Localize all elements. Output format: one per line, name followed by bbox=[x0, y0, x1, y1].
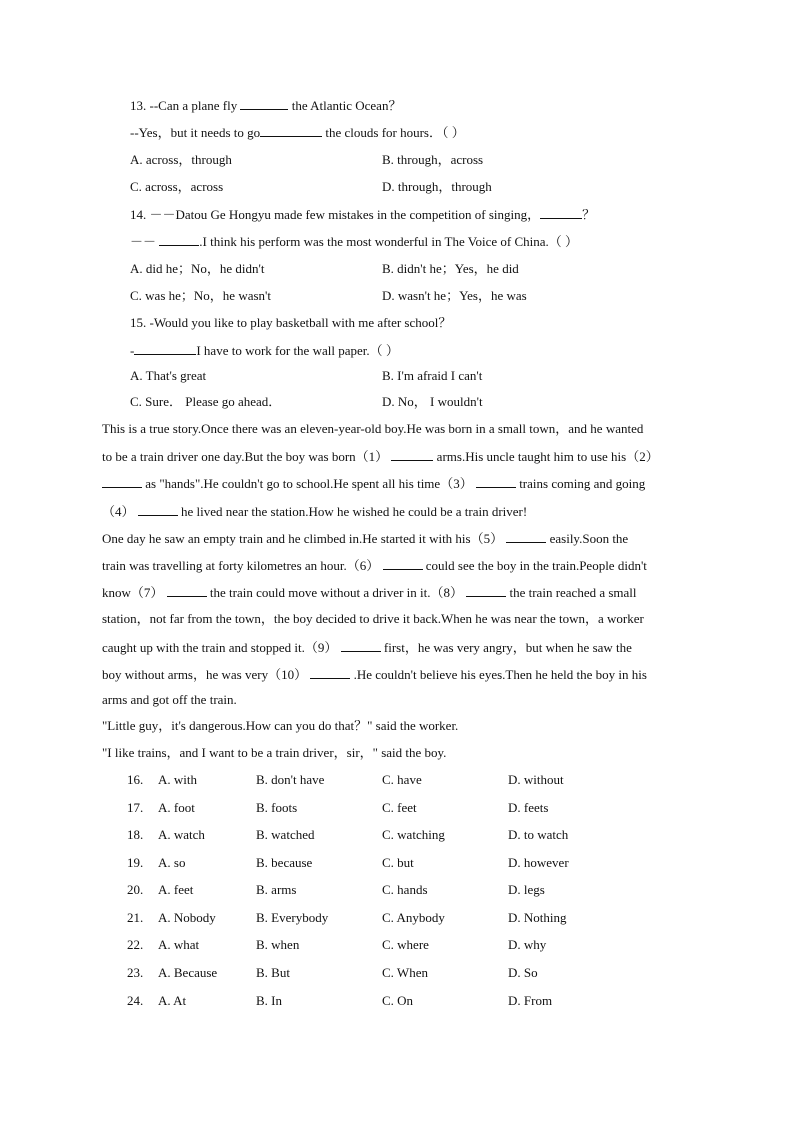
passage-text: easily.Soon the bbox=[546, 531, 629, 546]
choice-option-d[interactable]: D. legs bbox=[508, 882, 545, 897]
reply-text: －－ bbox=[130, 234, 160, 249]
choice-number: 19. bbox=[127, 855, 144, 870]
answer-blank[interactable] bbox=[540, 206, 582, 219]
answer-blank-9[interactable] bbox=[341, 639, 381, 652]
option-15-d[interactable]: D. No， I wouldn't bbox=[382, 394, 483, 409]
choice-option-b[interactable]: B. In bbox=[256, 993, 282, 1008]
answer-blank-5[interactable] bbox=[506, 530, 546, 543]
passage-line: arms and got off the train. bbox=[102, 692, 237, 707]
choice-number: 22. bbox=[127, 937, 144, 952]
option-15-c[interactable]: C. Sure． Please go ahead． bbox=[130, 394, 282, 409]
passage-text: could see the boy in the train.People didn't bbox=[422, 558, 647, 573]
passage-line bbox=[102, 666, 647, 683]
choice-number: 16. bbox=[127, 772, 144, 787]
answer-blank-1[interactable] bbox=[391, 448, 433, 461]
option-14-c[interactable]: C. was he；No，he wasn't bbox=[130, 288, 271, 303]
choice-option-d[interactable]: D. feets bbox=[508, 800, 549, 815]
choice-option-d[interactable]: D. without bbox=[508, 772, 564, 787]
choice-option-c[interactable]: C. watching bbox=[382, 827, 445, 842]
choice-number: 20. bbox=[127, 882, 144, 897]
question-13-reply bbox=[130, 124, 465, 141]
option-13-b[interactable]: B. through，across bbox=[382, 152, 484, 167]
passage-line: This is a true story.Once there was an eleven-year-old boy.He was born in a small town，and he wanted bbox=[102, 421, 644, 436]
passage-line bbox=[102, 530, 628, 547]
choice-option-b[interactable]: B. when bbox=[256, 937, 300, 952]
choice-option-b[interactable]: B. But bbox=[256, 965, 290, 980]
answer-blank-7[interactable] bbox=[167, 584, 207, 597]
passage-line bbox=[102, 557, 647, 574]
choice-option-c[interactable]: C. feet bbox=[382, 800, 417, 815]
question-15-prompt: 15. -Would you like to play basketball with me after school？ bbox=[130, 315, 452, 330]
choice-option-a[interactable]: A. with bbox=[158, 772, 197, 787]
question-15-reply bbox=[130, 342, 399, 359]
choice-option-b[interactable]: B. arms bbox=[256, 882, 297, 897]
question-text: the Atlantic Ocean？ bbox=[288, 98, 402, 113]
passage-text: the train could move without a driver in it.（8） bbox=[206, 585, 463, 600]
choice-option-b[interactable]: B. foots bbox=[256, 800, 298, 815]
choice-option-a[interactable]: A. Because bbox=[158, 965, 218, 980]
choice-option-d[interactable]: D. From bbox=[508, 993, 553, 1008]
choice-option-a[interactable]: A. Nobody bbox=[158, 910, 216, 925]
choice-number: 24. bbox=[127, 993, 144, 1008]
question-13-prompt bbox=[130, 97, 401, 114]
passage-line bbox=[102, 639, 632, 656]
choice-option-a[interactable]: A. At bbox=[158, 993, 187, 1008]
question-text: 14. －－Datou Ge Hongyu made few mistakes in the competition of singing， bbox=[130, 207, 541, 222]
passage-text: he lived near the station.How he wished he could be a train driver! bbox=[177, 504, 528, 519]
passage-line bbox=[102, 475, 645, 492]
option-15-a[interactable]: A. That's great bbox=[130, 368, 207, 383]
passage-text: （4） bbox=[102, 504, 135, 519]
answer-blank-6[interactable] bbox=[383, 557, 423, 570]
choice-option-d[interactable]: D. to watch bbox=[508, 827, 569, 842]
choice-option-a[interactable]: A. so bbox=[158, 855, 186, 870]
choice-option-a[interactable]: A. what bbox=[158, 937, 200, 952]
passage-line: "Little guy，it's dangerous.How can you do that？" said the worker. bbox=[102, 718, 459, 733]
answer-blank[interactable] bbox=[134, 342, 196, 355]
choice-option-d[interactable]: D. So bbox=[508, 965, 538, 980]
passage-text: caught up with the train and stopped it.（9） bbox=[102, 640, 338, 655]
reply-text: - bbox=[130, 343, 135, 358]
passage-text: trains coming and going bbox=[515, 476, 646, 491]
passage-text: arms.His uncle taught him to use his（2） bbox=[433, 449, 659, 464]
option-13-d[interactable]: D. through，through bbox=[382, 179, 492, 194]
choice-option-a[interactable]: A. feet bbox=[158, 882, 194, 897]
choice-option-c[interactable]: C. On bbox=[382, 993, 414, 1008]
passage-line: station，not far from the town，the boy decided to drive it back.When he was near the town，a worker bbox=[102, 611, 644, 626]
choice-option-a[interactable]: A. watch bbox=[158, 827, 205, 842]
answer-blank-2[interactable] bbox=[102, 475, 142, 488]
choice-option-b[interactable]: B. because bbox=[256, 855, 313, 870]
passage-text: the train reached a small bbox=[506, 585, 637, 600]
answer-blank-3[interactable] bbox=[476, 475, 516, 488]
choice-option-b[interactable]: B. watched bbox=[256, 827, 315, 842]
choice-option-c[interactable]: C. but bbox=[382, 855, 414, 870]
passage-text: train was travelling at forty kilometres an hour.（6） bbox=[102, 558, 380, 573]
passage-text: as "hands".He couldn't go to school.He spent all his time（3） bbox=[142, 476, 473, 491]
choice-option-d[interactable]: D. Nothing bbox=[508, 910, 567, 925]
choice-number: 23. bbox=[127, 965, 144, 980]
passage-text: first，he was very angry，but when he saw the bbox=[380, 640, 632, 655]
answer-blank[interactable] bbox=[240, 97, 288, 110]
choice-option-d[interactable]: D. why bbox=[508, 937, 547, 952]
passage-line: "I like trains，and I want to be a train driver，sir，" said the boy. bbox=[102, 745, 447, 760]
question-14-prompt bbox=[130, 206, 595, 223]
reply-text: .I think his perform was the most wonderful in The Voice of China.（ ） bbox=[199, 234, 579, 249]
choice-option-c[interactable]: C. Anybody bbox=[382, 910, 445, 925]
answer-blank-4[interactable] bbox=[138, 503, 178, 516]
answer-blank-8[interactable] bbox=[466, 584, 506, 597]
option-14-d[interactable]: D. wasn't he；Yes，he was bbox=[382, 288, 527, 303]
passage-text: to be a train driver one day.But the boy was born（1） bbox=[102, 449, 389, 464]
choice-option-d[interactable]: D. however bbox=[508, 855, 569, 870]
answer-blank[interactable] bbox=[159, 233, 199, 246]
option-13-c[interactable]: C. across，across bbox=[130, 179, 224, 194]
option-14-a[interactable]: A. did he；No，he didn't bbox=[130, 261, 265, 276]
passage-text: One day he saw an empty train and he climbed in.He started it with his（5） bbox=[102, 531, 504, 546]
passage-text: .He couldn't believe his eyes.Then he held the boy in his bbox=[350, 667, 647, 682]
option-15-b[interactable]: B. I'm afraid I can't bbox=[382, 368, 483, 383]
passage-line bbox=[102, 448, 659, 465]
choice-option-a[interactable]: A. foot bbox=[158, 800, 195, 815]
choice-number: 21. bbox=[127, 910, 144, 925]
passage-text: boy without arms，he was very（10） bbox=[102, 667, 308, 682]
reply-text: I have to work for the wall paper.（ ） bbox=[196, 343, 399, 358]
choice-option-b[interactable]: B. don't have bbox=[256, 772, 325, 787]
choice-option-c[interactable]: C. When bbox=[382, 965, 428, 980]
question-text: 13. --Can a plane fly bbox=[130, 98, 241, 113]
reply-text: the clouds for hours．（ ） bbox=[322, 125, 465, 140]
answer-blank[interactable] bbox=[260, 124, 322, 137]
choice-option-c[interactable]: C. have bbox=[382, 772, 422, 787]
option-13-a[interactable]: A. across，through bbox=[130, 152, 232, 167]
choice-option-c[interactable]: C. hands bbox=[382, 882, 428, 897]
answer-blank-10[interactable] bbox=[310, 666, 350, 679]
passage-line bbox=[102, 584, 637, 601]
choice-option-c[interactable]: C. where bbox=[382, 937, 429, 952]
option-14-b[interactable]: B. didn't he；Yes，he did bbox=[382, 261, 519, 276]
question-14-reply bbox=[130, 233, 578, 250]
reply-text: --Yes，but it needs to go bbox=[130, 125, 261, 140]
choice-option-b[interactable]: B. Everybody bbox=[256, 910, 329, 925]
passage-text: know（7） bbox=[102, 585, 164, 600]
choice-number: 17. bbox=[127, 800, 144, 815]
choice-number: 18. bbox=[127, 827, 144, 842]
question-text: ？ bbox=[582, 207, 596, 222]
passage-line bbox=[102, 503, 527, 520]
